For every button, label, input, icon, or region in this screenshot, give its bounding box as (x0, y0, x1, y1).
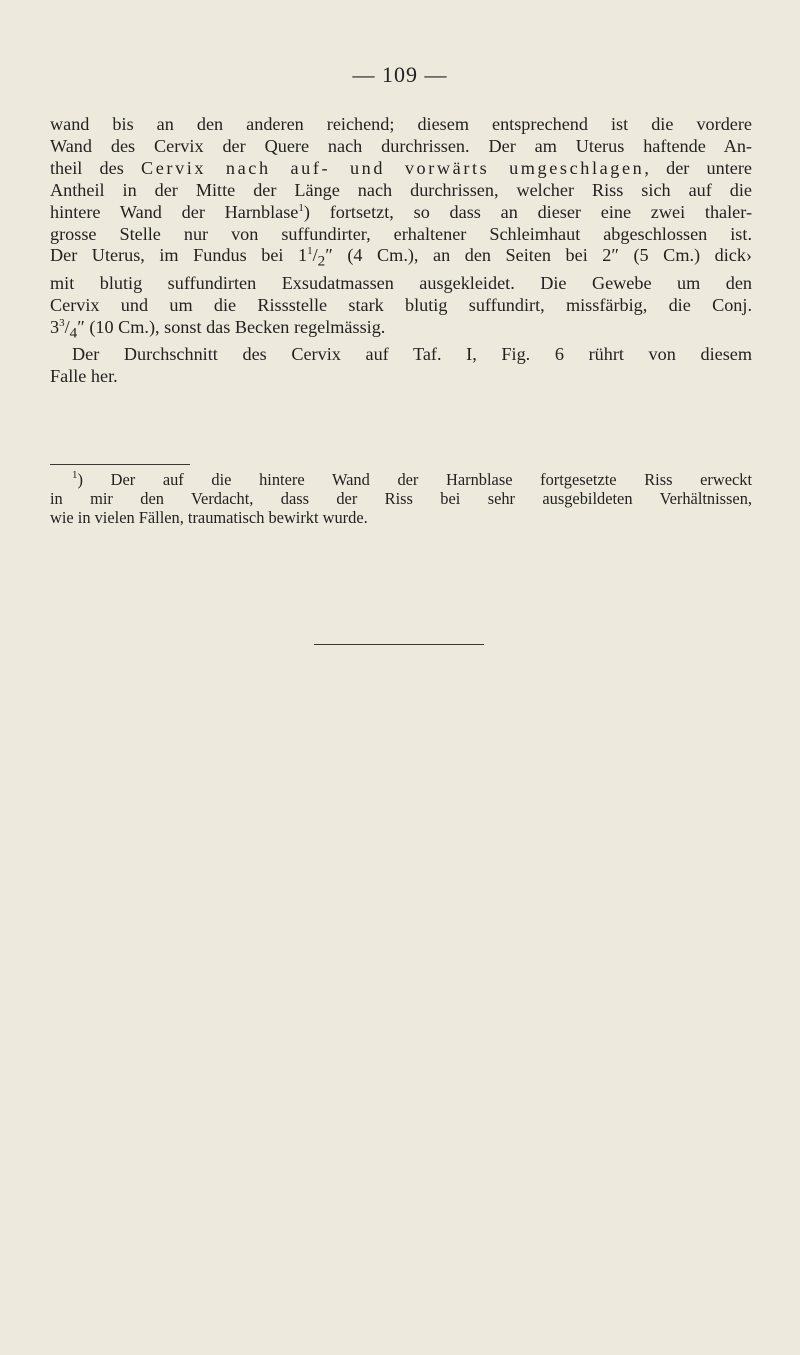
fraction-slash: / (64, 316, 70, 337)
text-line: Der Durchschnitt des Cervix auf Taf. I, Fig. 6 rührt von diesem (72, 344, 752, 365)
fraction-denominator: 2 (317, 253, 326, 271)
fraction-numerator: 1 (307, 245, 313, 258)
text-fragment: Der Uterus, im Fundus bei 1 (50, 245, 308, 266)
text-line: Antheil in der Mitte der Länge nach durchrissen, welcher Riss sich auf die (50, 179, 752, 200)
paragraph-2 (50, 344, 752, 388)
text-line: Falle her. (50, 366, 118, 387)
text-fragment: ″ (10 Cm.), sonst das Becken regelmässig. (77, 316, 386, 337)
text-fragment: ) fortsetzt, so dass an dieser eine zwei thaler- (303, 201, 753, 222)
text-fragment: , der untere (644, 157, 752, 178)
footnote-line (50, 470, 752, 489)
footnote-reference: 1 (298, 201, 304, 214)
text-line (50, 245, 752, 273)
fraction-denominator: 4 (69, 324, 78, 342)
paragraph-1 (50, 114, 752, 344)
text-line: wand bis an den anderen reichend; diesem entsprechend ist die vordere (50, 114, 752, 134)
page-number: — 109 — (352, 62, 448, 87)
text-line (50, 158, 752, 180)
text-line (50, 202, 752, 224)
text-fragment: 3 (50, 316, 60, 337)
text-fragment: theil des (50, 157, 124, 178)
text-line: Wand des Cervix der Quere nach durchrissen. Der am Uterus haftende An- (50, 135, 752, 156)
spaced-emphasis: Cervix nach auf- und vorwärts umgeschlagen (141, 157, 645, 178)
section-end-rule (314, 644, 484, 645)
text-fragment: ″ (4 Cm.), an den Seiten bei 2″ (5 Cm.) dick› (325, 245, 752, 266)
text-line: mit blutig suffundirten Exsudatmassen ausgekleidet. Die Gewebe um den (50, 272, 752, 293)
text-line: Cervix und um die Rissstelle stark blutig suffundirt, missfärbig, die Conj. (50, 294, 752, 315)
text-line: grosse Stelle nur von suffundirter, erhaltener Schleimhaut abgeschlossen ist. (50, 223, 752, 244)
main-text (50, 114, 752, 388)
text-fragment: ) Der auf die hintere Wand der Harnblase fortgesetzte Riss erweckt (77, 470, 752, 489)
footnote (50, 470, 752, 527)
fraction-numerator: 3 (59, 316, 65, 329)
text-fragment: hintere Wand der Harnblase (50, 201, 299, 222)
footnote-line: in mir den Verdacht, dass der Riss bei sehr ausgebildeten Verhältnissen, (50, 489, 752, 508)
fraction-slash: / (312, 245, 318, 266)
footnote-line: wie in vielen Fällen, traumatisch bewirkt wurde. (50, 508, 368, 527)
footnote-divider (50, 464, 190, 465)
text-line (50, 317, 752, 345)
footnote-marker: 1 (72, 469, 78, 481)
